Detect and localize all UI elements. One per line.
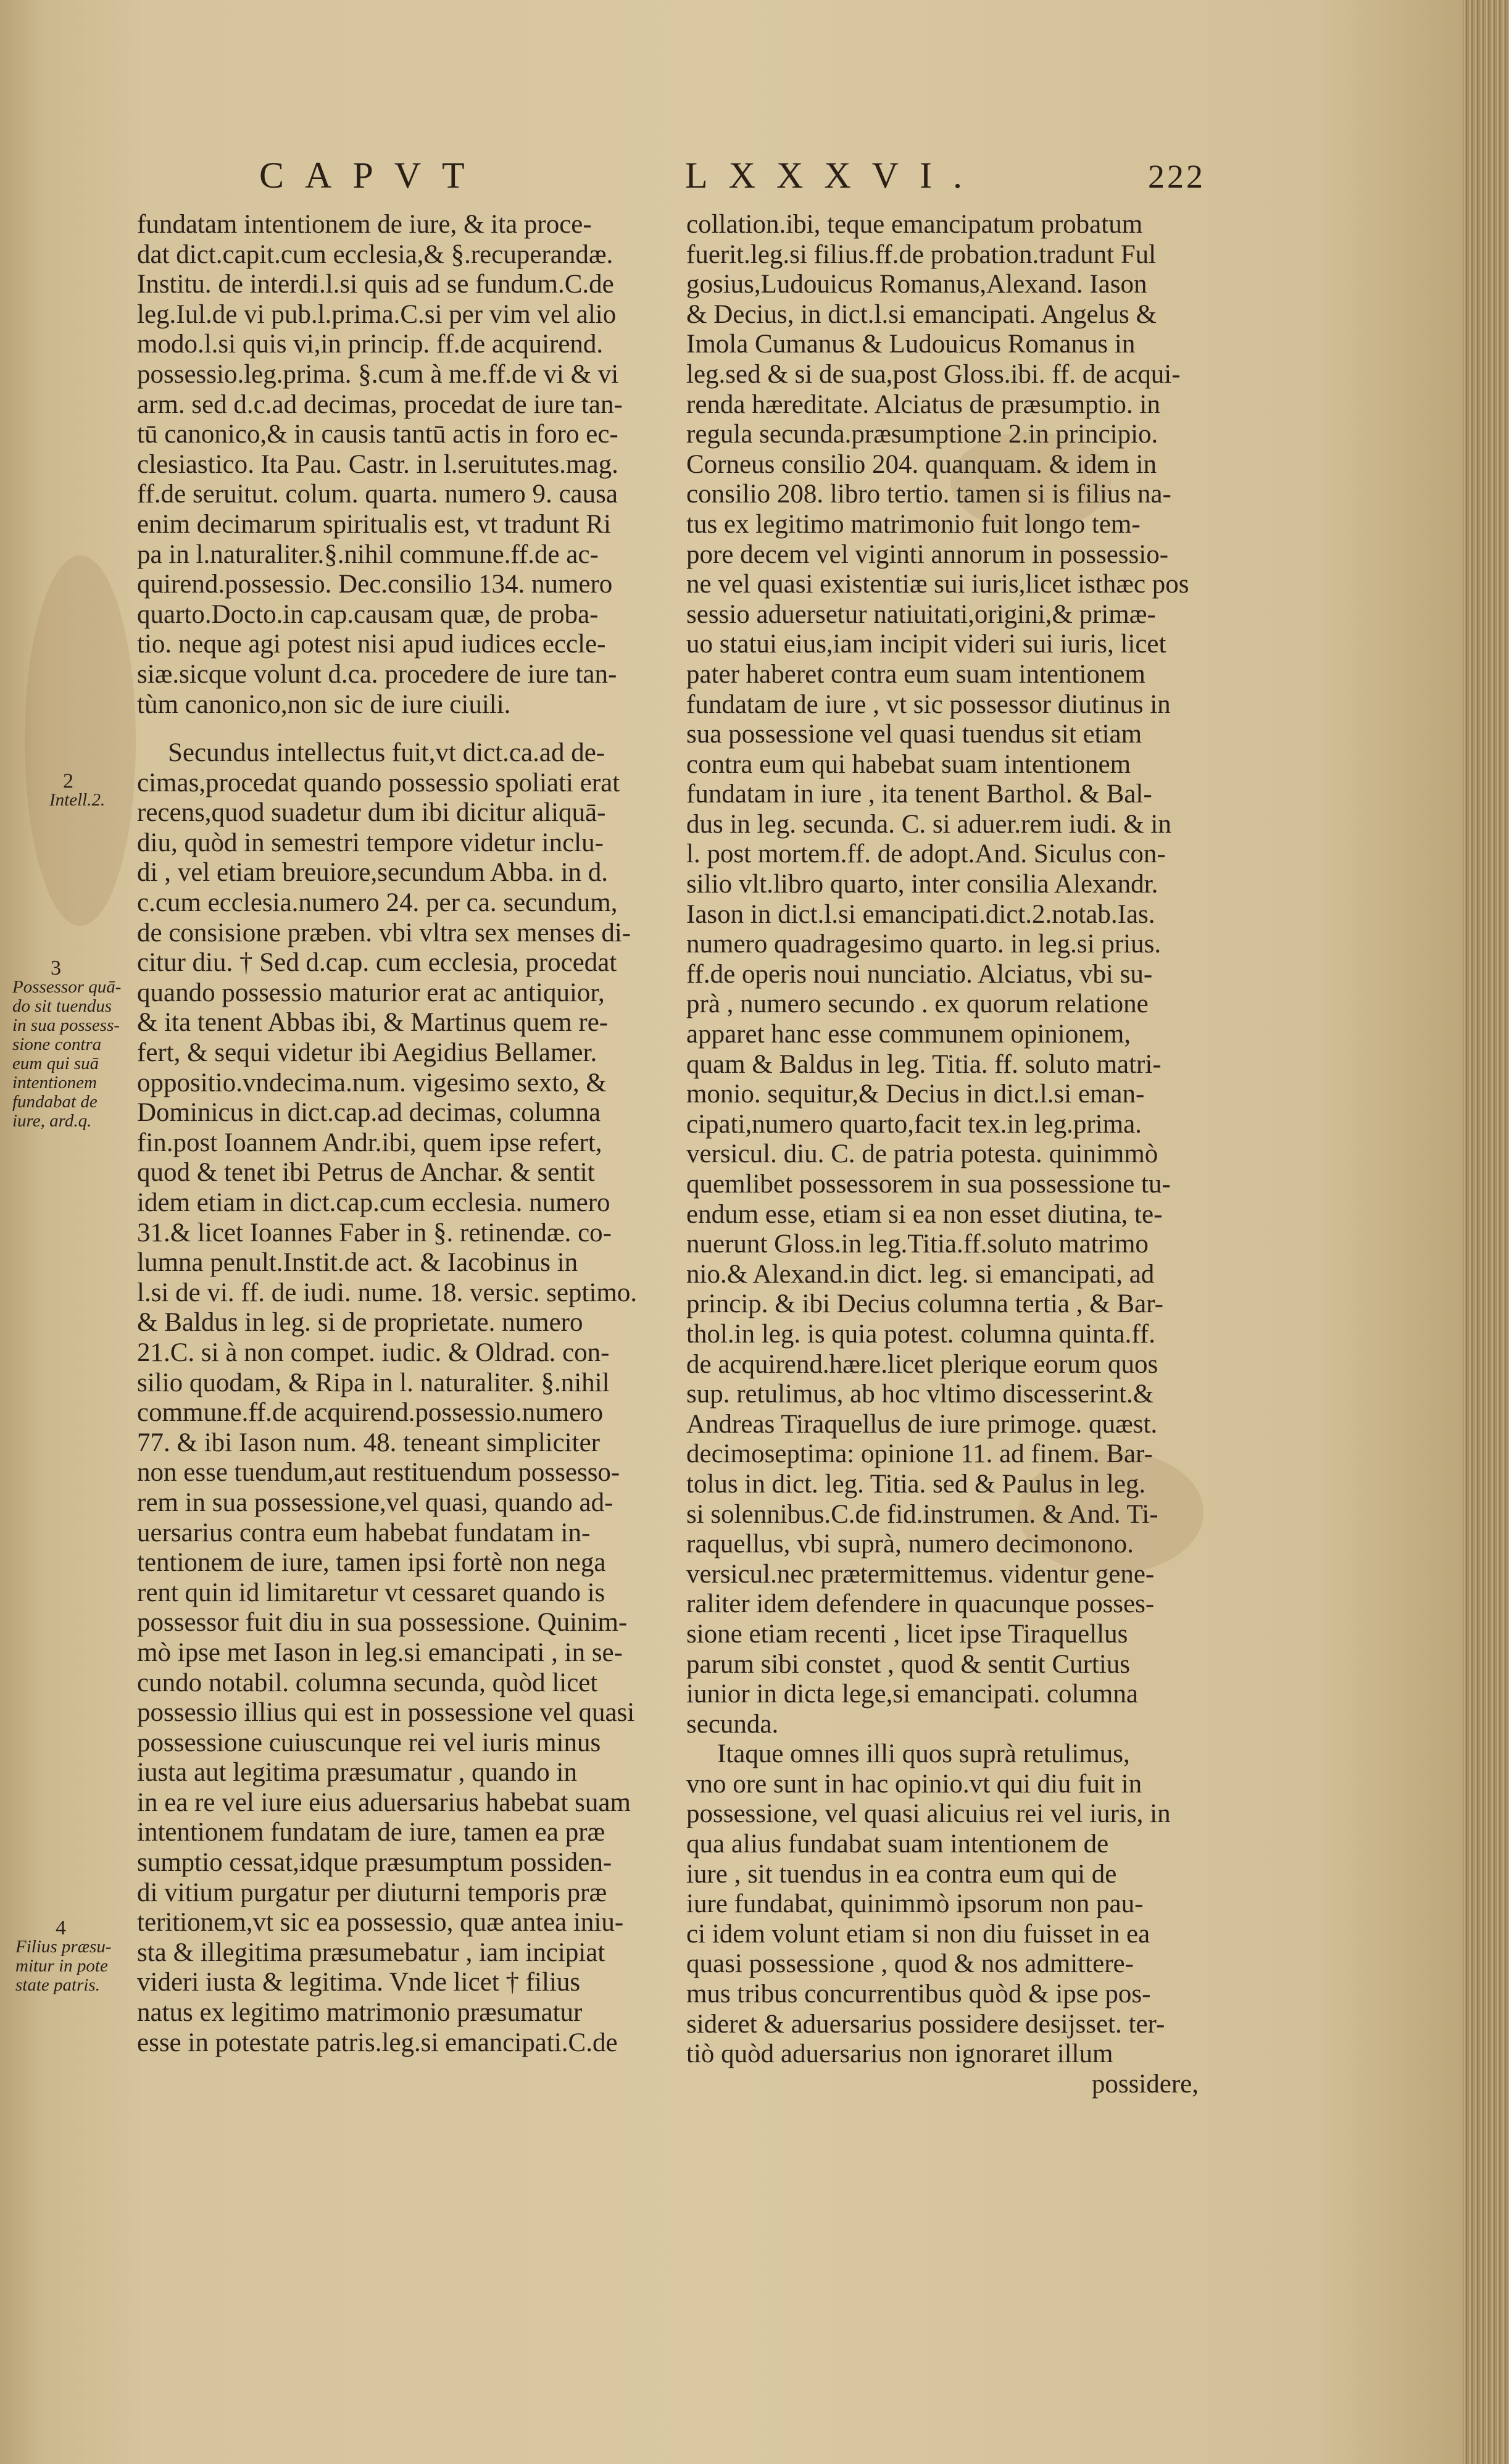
text-line: sideret & aduersarius possidere desijsset. ter- (686, 2009, 1165, 2039)
text-line: pa in l.naturaliter.§.nihil commune.ff.de ac- (137, 539, 599, 569)
text-line: diu, quòd in semestri tempore videtur inclu- (137, 828, 604, 857)
text-line: natus ex legitimo matrimonio præsumatur (137, 1998, 583, 2028)
text-line: uersarius contra eum habebat fundatam in- (137, 1518, 591, 1547)
text-line: l.si de vi. ff. de iudi. nume. 18. versic. septimo. (137, 1278, 638, 1307)
text-line: dus in leg. secunda. C. si aduer.rem iudi. & in (686, 809, 1171, 839)
text-line: in ea re vel iure eius aduersarius habebat suam (137, 1788, 631, 1817)
text-line: princip. & ibi Decius columna tertia , & Bar- (686, 1289, 1163, 1319)
text-line: quirend.possessio. Dec.consilio 134. numero (137, 570, 613, 599)
text-line: versicul. diu. C. de patria potesta. quinimmò (686, 1139, 1158, 1169)
text-line: idem etiam in dict.cap.cum ecclesia. numero (137, 1188, 610, 1217)
text-line: nio.& Alexand.in dict. leg. si emancipati, ad (686, 1259, 1155, 1289)
text-line: ff.de seruitut. colum. quarta. numero 9. causa (137, 480, 618, 509)
text-line: quam & Baldus in leg. Titia. ff. soluto matri- (686, 1049, 1162, 1079)
text-line: rem in sua possessione,vel quasi, quando ad- (137, 1488, 613, 1517)
text-line: & Baldus in leg. si de proprietate. numero (137, 1308, 583, 1338)
text-line: leg.sed & si de sua,post Gloss.ibi. ff. de acqui- (686, 359, 1181, 389)
paragraph-gap (137, 720, 655, 738)
text-line: l. post mortem.ff. de adopt.And. Siculus con- (686, 839, 1166, 869)
text-line: cundo notabil. columna secunda, quòd licet (137, 1668, 598, 1697)
text-line: teritionem,vt sic ea possessio, quæ antea iniu- (137, 1908, 624, 1937)
text-line: esse in potestate patris.leg.si emancipati.C.de (137, 2028, 618, 2057)
text-line: ff.de operis noui nunciatio. Alciatus, vbi su- (686, 959, 1153, 989)
margin-note-line: state patris. (15, 1975, 100, 1995)
text-line: fin.post Ioannem Andr.ibi, quem ipse refert, (137, 1128, 602, 1157)
text-line: dat dict.capit.cum ecclesia,& §.recuperandæ. (137, 239, 613, 269)
margin-note-3 (12, 959, 121, 1131)
text-line: raliter idem defendere in quacunque posses- (686, 1589, 1155, 1619)
text-line: regula secunda.præsumptione 2.in principio. (686, 420, 1158, 449)
text-line: Iason in dict.l.si emancipati.dict.2.notab.Ias. (686, 899, 1155, 929)
text-line: mus tribus concurrentibus quòd & ipse pos- (686, 1979, 1151, 2009)
text-line: contra eum qui habebat suam intentionem (686, 749, 1131, 779)
text-line: c.cum ecclesia.numero 24. per ca. secundum, (137, 888, 618, 918)
margin-note-line: Possessor quā- (12, 977, 122, 997)
text-line: Institu. de interdi.l.si quis ad se fundum.C.de (137, 270, 614, 299)
running-head-left: CAPVT (259, 155, 486, 196)
margin-note-line: sione contra (12, 1034, 102, 1054)
text-line: tio. neque agi potest nisi apud iudices eccle- (137, 630, 606, 659)
text-line: de consisione præben. vbi vltra sex menses di- (137, 918, 631, 947)
text-line: fundatam de iure , vt sic possessor diutinus in (686, 689, 1171, 719)
text-line: sione etiam recenti , licet ipse Tiraquellus (686, 1619, 1128, 1649)
margin-note-line: mitur in pote (15, 1956, 108, 1976)
text-line: nuerunt Gloss.in leg.Titia.ff.soluto matrimo (686, 1230, 1149, 1259)
text-line: tolus in dict. leg. Titia. sed & Paulus in leg. (686, 1469, 1146, 1499)
text-line: thol.in leg. is quia potest. columna quinta.ff. (686, 1319, 1155, 1349)
text-line: numero quadragesimo quarto. in leg.si prius. (686, 930, 1162, 959)
text-line: Dominicus in dict.cap.ad decimas, columna (137, 1098, 601, 1128)
text-line: arm. sed d.c.ad decimas, procedat de iure tan- (137, 389, 623, 419)
text-line: iunior in dicta lege,si emancipati. columna (686, 1679, 1138, 1709)
margin-note-line: in sua possess- (12, 1015, 120, 1035)
page-number: 222 (1148, 158, 1205, 195)
text-line: di vitium purgatur per diuturni temporis præ (137, 1878, 607, 1907)
text-line: leg.Iul.de vi pub.l.prima.C.si per vim vel alio (137, 299, 617, 329)
margin-note-line: Intell.2. (49, 790, 106, 810)
text-line: tentionem de iure, tamen ipsi fortè non nega (137, 1548, 606, 1578)
margin-note-line: iure, ard.q. (12, 1111, 92, 1131)
text-line: quasi possessione , quod & nos admittere- (686, 1949, 1134, 1979)
text-line: uo statui eius,iam incipit videri sui iuris, licet (686, 630, 1166, 659)
text-line: fundatam intentionem de iure, & ita proce- (137, 210, 592, 239)
margin-note-2 (49, 772, 105, 810)
left-column (137, 210, 655, 2058)
margin-note-line: Filius præsu- (15, 1937, 112, 1957)
text-line: Corneus consilio 204. quanquam. & idem in (686, 449, 1157, 479)
text-line: iure fundabat, quinimmò ipsorum non pau- (686, 1889, 1144, 1919)
text-line: possessio illius qui est in possessione vel quasi (137, 1698, 635, 1728)
text-line: possessio.leg.prima. §.cum à me.ff.de vi & vi (137, 359, 619, 389)
text-line: clesiastico. Ita Pau. Castr. in l.seruitutes.mag. (137, 449, 618, 479)
text-line: qua alius fundabat suam intentionem de (686, 1829, 1109, 1859)
page-edge (1463, 0, 1509, 2464)
running-head-right: LXXXVI. (685, 155, 983, 196)
text-line: apparet hanc esse communem opinionem, (686, 1020, 1131, 1049)
text-line: recens,quod suadetur dum ibi dicitur aliquā- (137, 798, 606, 828)
text-line: possessor fuit diu in sua possessione. Quinim- (137, 1608, 628, 1638)
text-line: possessione cuiuscunque rei vel iuris minus (137, 1728, 601, 1757)
right-column (686, 210, 1217, 2099)
text-line: non esse tuendum,aut restituendum possesso- (137, 1458, 620, 1488)
margin-note-line: do sit tuendus (12, 996, 112, 1016)
text-line: lumna penult.Instit.de act. & Iacobinus in (137, 1248, 578, 1278)
text-line: Itaque omnes illi quos suprà retulimus, (717, 1739, 1130, 1769)
text-line: quarto.Docto.in cap.causam quæ, de proba- (137, 599, 599, 629)
text-line: tū canonico,& in causis tantū actis in foro ec- (137, 420, 618, 449)
text-line: mò ipse met Iason in leg.si emancipati , in se- (137, 1638, 623, 1667)
text-line: ci idem volunt etiam si non diu fuisset in ea (686, 1919, 1150, 1949)
text-line: iure , sit tuendus in ea contra eum qui de (686, 1859, 1117, 1889)
text-line: cipati,numero quarto,facit tex.in leg.prima. (686, 1109, 1142, 1139)
text-line: 77. & ibi Iason num. 48. teneant simpliciter (137, 1428, 600, 1457)
text-line: endum esse, etiam si ea non esset diutina, te- (686, 1199, 1163, 1229)
text-line: quemlibet possessorem in sua possessione tu- (686, 1170, 1171, 1199)
text-line: sumptio cessat,idque præsumptum possiden- (137, 1848, 612, 1878)
text-line: pore decem vel viginti annorum in possessio- (686, 539, 1169, 569)
margin-note-number: 3 (51, 957, 61, 980)
text-line: collation.ibi, teque emancipatum probatum (686, 210, 1143, 239)
text-line: sta & illegitima præsumebatur , iam incipiat (137, 1937, 605, 1967)
text-line: fuerit.leg.si filius.ff.de probation.tradunt Ful (686, 239, 1157, 269)
stain (25, 556, 136, 926)
text-line: monio. sequitur,& Decius in dict.l.si eman- (686, 1080, 1145, 1109)
text-line: commune.ff.de acquirend.possessio.numero (137, 1398, 604, 1428)
text-line: siæ.sicque volunt d.ca. procedere de iure tan- (137, 659, 617, 689)
text-line: cimas,procedat quando possessio spoliati erat (137, 768, 620, 797)
text-line: quod & tenet ibi Petrus de Anchar. & sentit (137, 1158, 595, 1188)
text-line: di , vel etiam breuiore,secundum Abba. in d. (137, 858, 609, 888)
text-line: fert, & sequi videtur ibi Aegidius Bellamer. (137, 1038, 597, 1068)
text-line: quando possessio maturior erat ac antiquior, (137, 978, 605, 1007)
text-line: possidere, (1091, 2069, 1199, 2099)
text-line: possessione, vel quasi alicuius rei vel iuris, in (686, 1799, 1171, 1829)
text-line: Secundus intellectus fuit,vt dict.ca.ad de- (168, 738, 605, 768)
text-line: secunda. (686, 1709, 779, 1739)
text-line: rent quin id limitaretur vt cessaret quando is (137, 1578, 605, 1607)
text-line: fundatam in iure , ita tenent Barthol. & Bal- (686, 780, 1152, 809)
text-line: versicul.nec prætermittemus. videntur gene- (686, 1559, 1155, 1589)
text-line: vno ore sunt in hac opinio.vt qui diu fuit in (686, 1769, 1142, 1799)
text-line: de acquirend.hære.licet plerique eorum quos (686, 1349, 1158, 1379)
text-line: raquellus, vbi suprà, numero decimonono. (686, 1530, 1134, 1559)
text-line: tiò quòd aduersarius non ignoraret illum (686, 2039, 1113, 2069)
margin-note-line: eum qui suā (12, 1054, 99, 1073)
text-line: citur diu. † Sed d.cap. cum ecclesia, procedat (137, 948, 617, 978)
text-line: sup. retulimus, ab hoc vltimo discesserint.& (686, 1380, 1154, 1409)
text-line: tus ex legitimo matrimonio fuit longo tem- (686, 509, 1141, 539)
text-line: gosius,Ludouicus Romanus,Alexand. Iason (686, 270, 1147, 299)
text-line: si solennibus.C.de fid.instrumen. & And. Ti- (686, 1499, 1158, 1529)
margin-note-4 (15, 1918, 112, 1995)
text-line: videri iusta & legitima. Vnde licet † filius (137, 1968, 581, 1997)
text-line: consilio 208. libro tertio. tamen si is filius na- (686, 480, 1171, 509)
margin-note-line: intentionem (12, 1073, 97, 1093)
text-line: sessio aduersetur natiuitati,origini,& primæ- (686, 599, 1156, 629)
running-head (259, 154, 1296, 198)
text-line: sua possessione vel quasi tuendus sit etiam (686, 720, 1142, 749)
text-line: prà , numero secundo . ex quorum relatione (686, 989, 1149, 1019)
text-line: silio vlt.libro quarto, inter consilia Alexandr. (686, 870, 1158, 899)
text-line: pater haberet contra eum suam intentionem (686, 659, 1145, 689)
text-line: Andreas Tiraquellus de iure primoge. quæst. (686, 1409, 1158, 1439)
text-line: iusta aut legitima præsumatur , quando in (137, 1758, 577, 1788)
text-line: Imola Cumanus & Ludouicus Romanus in (686, 330, 1136, 359)
text-line: & Decius, in dict.l.si emancipati. Angelus & (686, 299, 1157, 329)
margin-note-number: 4 (56, 1917, 66, 1939)
text-line: modo.l.si quis vi,in princip. ff.de acquirend. (137, 330, 604, 359)
text-line: 21.C. si à non compet. iudic. & Oldrad. con- (137, 1338, 610, 1367)
text-line: ne vel quasi existentiæ sui iuris,licet isthæc pos (686, 570, 1189, 599)
text-line: enim decimarum spiritualis est, vt tradunt Ri (137, 509, 611, 539)
text-line: decimoseptima: opinione 11. ad finem. Bar- (686, 1439, 1153, 1469)
text-line: intentionem fundatam de iure, tamen ea præ (137, 1818, 605, 1847)
text-line: renda hæreditate. Alciatus de præsumptio. in (686, 389, 1160, 419)
text-line: 31.& licet Ioannes Faber in §. retinendæ. co- (137, 1218, 612, 1247)
text-line: silio quodam, & Ripa in l. naturaliter. §.nihil (137, 1368, 610, 1397)
text-line: & ita tenent Abbas ibi, & Martinus quem re- (137, 1008, 609, 1038)
text-line: oppositio.vndecima.num. vigesimo sexto, & (137, 1068, 607, 1097)
text-line: tùm canonico,non sic de iure ciuili. (137, 689, 511, 719)
text-line: parum sibi constet , quod & sentit Curtius (686, 1649, 1131, 1679)
margin-note-number: 2 (63, 770, 73, 793)
margin-note-line: fundabat de (12, 1092, 98, 1112)
